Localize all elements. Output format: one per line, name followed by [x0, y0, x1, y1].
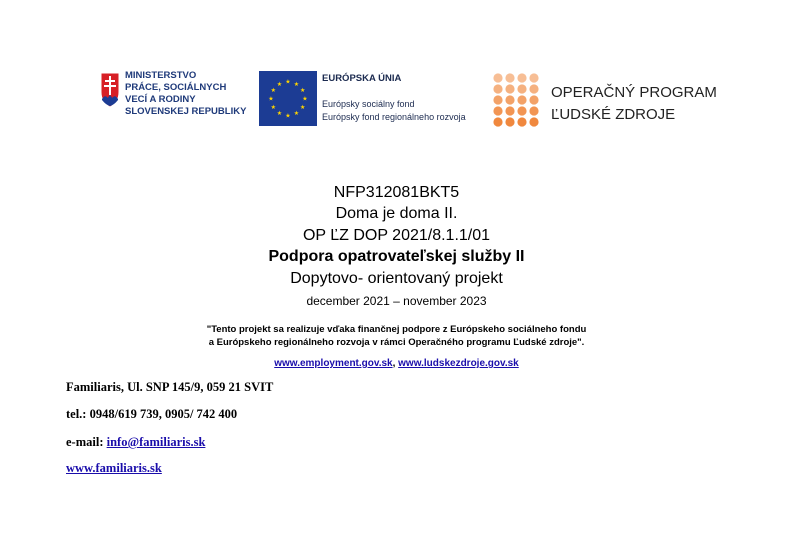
eu-star-icon: ★: [300, 88, 306, 94]
contact-phone: tel.: 0948/619 739, 0905/ 742 400: [66, 407, 238, 421]
op-dot-icon: [493, 117, 502, 126]
eu-star-icon: ★: [293, 111, 300, 118]
op-dot-icon: [529, 84, 538, 93]
ministry-line: SLOVENSKEJ REPUBLIKY: [125, 106, 247, 117]
op-dot-icon: [517, 95, 526, 104]
project-name: Doma je doma II.: [335, 205, 458, 222]
op-dot-icon: [493, 95, 502, 104]
ministry-line: MINISTERSTVO: [125, 70, 197, 81]
funding-note-line: "Tento projekt sa realizuje vďaka finančnej podpore z Európskeho sociálneho fondu: [206, 324, 587, 335]
op-name: [551, 82, 717, 126]
eu-text: [322, 73, 466, 124]
eu-fund-erdf: Európsky fond regionálneho rozvoja: [322, 112, 466, 122]
contact-website: [66, 461, 162, 476]
link-separator: ,: [392, 358, 399, 369]
eu-star-icon: ★: [276, 111, 283, 118]
eu-star-icon: ★: [300, 105, 306, 111]
ministry-line: VECÍ A RODINY: [125, 94, 196, 105]
orange-dots-icon: [492, 72, 540, 128]
ministry-name: [125, 70, 246, 118]
op-dot-icon: [529, 106, 538, 115]
op-dot-icon: [505, 117, 514, 126]
op-dot-icon: [493, 106, 502, 115]
eu-title: EURÓPSKA ÚNIA: [322, 73, 402, 84]
op-dot-icon: [517, 106, 526, 115]
op-dot-icon: [529, 73, 538, 82]
op-dot-icon: [505, 106, 514, 115]
eu-star-icon: ★: [293, 81, 300, 88]
project-dates: december 2021 – november 2023: [306, 294, 487, 308]
op-logo: [492, 72, 717, 130]
eu-logo: [259, 71, 466, 127]
op-dot-icon: [529, 117, 538, 126]
op-call-code: OP ĽZ DOP 2021/8.1.1/01: [302, 227, 491, 244]
website-link[interactable]: www.familiaris.sk: [66, 461, 162, 475]
project-type: Dopytovo- orientovaný projekt: [290, 270, 503, 287]
eu-star-icon: ★: [270, 105, 276, 111]
links-row: [0, 358, 793, 369]
eu-star-icon: ★: [270, 88, 276, 94]
op-dot-icon: [529, 95, 538, 104]
op-dot-icon: [493, 73, 502, 82]
contact-address: Familiaris, Ul. SNP 145/9, 059 21 SVIT: [66, 380, 274, 394]
eu-star-icon: ★: [268, 96, 274, 103]
project-code: NFP312081BKT5: [333, 184, 460, 201]
email-link[interactable]: info@familiaris.sk: [106, 435, 206, 449]
op-dot-icon: [517, 117, 526, 126]
op-dot-icon: [517, 73, 526, 82]
ludskezdroje-link[interactable]: www.ludskezdroje.gov.sk: [398, 358, 519, 369]
op-line: OPERAČNÝ PROGRAM: [551, 84, 717, 101]
ministry-logo: [100, 70, 247, 130]
contact-email: [66, 435, 205, 450]
email-label: e-mail:: [66, 435, 107, 449]
op-dot-icon: [505, 73, 514, 82]
employment-link[interactable]: www.employment.gov.sk: [274, 358, 393, 369]
eu-star-icon: ★: [285, 79, 291, 86]
op-dot-icon: [517, 84, 526, 93]
op-dot-icon: [505, 84, 514, 93]
funding-note: [0, 323, 793, 349]
eu-star-icon: ★: [276, 81, 283, 88]
eu-fund-esf: Európsky sociálny fond: [322, 99, 415, 109]
op-line: ĽUDSKÉ ZDROJE: [551, 106, 676, 123]
eu-star-icon: ★: [302, 96, 308, 103]
op-dot-icon: [493, 84, 502, 93]
op-dot-icon: [505, 95, 514, 104]
funding-note-line: a Európskeho regionálneho rozvoja v rámci Operačného programu Ľudské zdroje".: [208, 337, 585, 348]
eu-star-icon: ★: [285, 113, 291, 120]
eu-flag-icon: [259, 71, 317, 126]
ministry-line: PRÁCE, SOCIÁLNYCH: [125, 82, 227, 93]
project-title: Podpora opatrovateľskej služby II: [268, 248, 525, 265]
slovak-coat-of-arms-icon: [100, 72, 120, 108]
